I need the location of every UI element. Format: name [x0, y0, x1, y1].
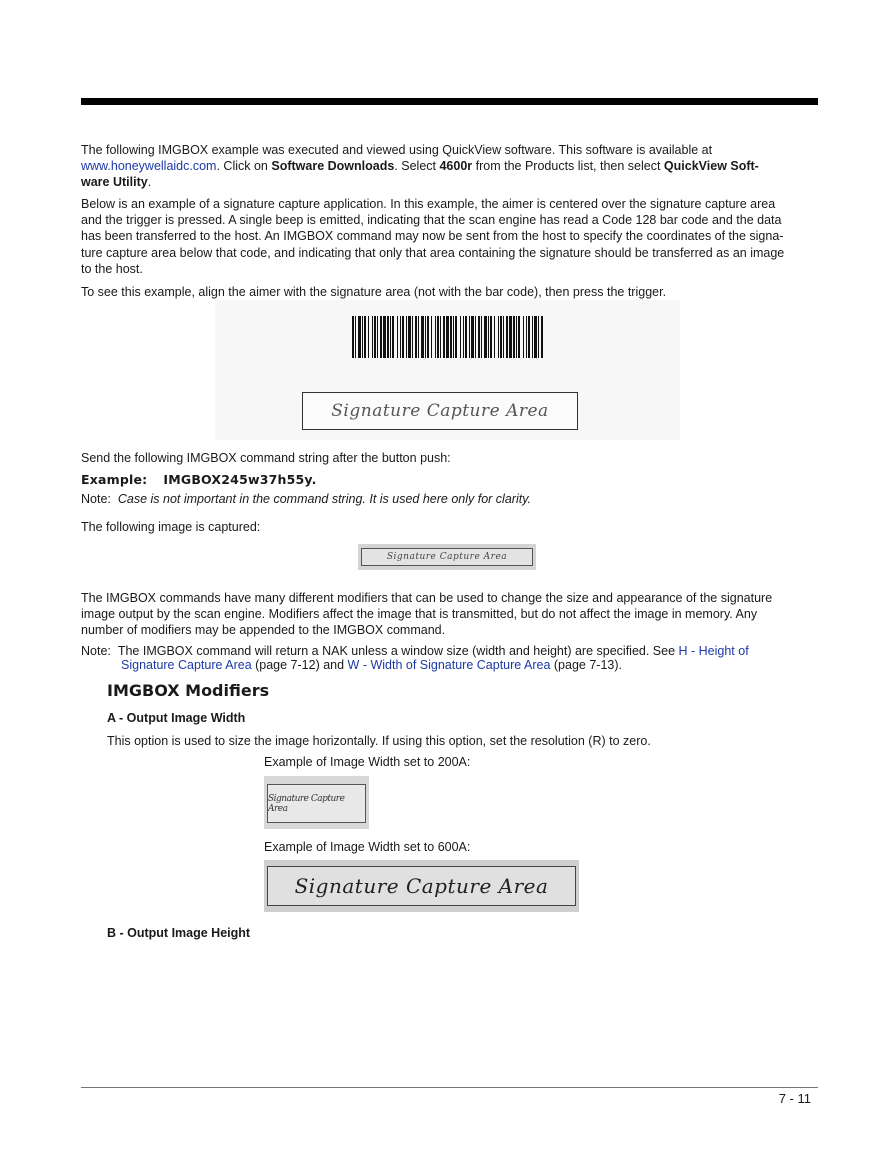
- width-link[interactable]: W - Width of Signature Capture Area: [347, 658, 551, 672]
- captured-text: The following image is captured:: [81, 520, 261, 534]
- height-link-cont[interactable]: Signature Capture Area: [121, 658, 252, 672]
- width-600-caption: Example of Image Width set to 600A:: [264, 840, 471, 854]
- footer-rule: [81, 1087, 818, 1088]
- honeywell-link[interactable]: www.honeywellaidc.com: [81, 159, 217, 174]
- aimer-instruction: To see this example, align the aimer with the signature area (not with the bar code), then press the trigger.: [81, 285, 667, 299]
- subsection-a-title: A - Output Image Width: [107, 711, 246, 725]
- height-link[interactable]: H - Height of: [678, 644, 749, 658]
- note-nak: Note: The IMGBOX command will return a NAK unless a window size (width and height) are specified. See H - Height of Signature Capture Area (page 7-12) and W - Width of Signature Capture Area (page 7-13).: [81, 644, 749, 672]
- page-number: 7 - 11: [778, 1091, 811, 1106]
- subsection-b-title: B - Output Image Height: [107, 926, 251, 940]
- header-rule: [81, 98, 818, 105]
- code128-barcode: [352, 316, 544, 358]
- subsection-a-body: This option is used to size the image horizontally. If using this option, set the resolution (R) to zero.: [107, 734, 651, 748]
- example-label: Example:: [81, 472, 148, 487]
- signature-capture-text: Signature Capture Area: [331, 401, 549, 421]
- captured-image: Signature Capture Area: [358, 544, 536, 570]
- intro-paragraph: The following IMGBOX example was executed and viewed using QuickView software. This software is available at www.honeywellaidc.com. Click on Software Downloads. Select 4600r from the Products list, then select QuickView Soft- ware Utility.: [81, 143, 759, 190]
- intro-line1: The following IMGBOX example was executed and viewed using QuickView software. This software is available at: [81, 143, 713, 157]
- modifiers-paragraph: The IMGBOX commands have many different modifiers that can be used to change the size and appearance of the signature image output by the scan engine. Modifiers affect the image that is transmitted, but do not affect the image in memory. Any number of modifiers may be appended to the IMGBOX command.: [81, 591, 773, 638]
- signature-capture-paragraph: Below is an example of a signature capture application. In this example, the aimer is centered over the signature capture area and the trigger is pressed. A single beep is emitted, indicating that the scan engine has read a Code 128 bar code and the data has been transferred to the host. An IMGBOX command may now be sent from the host to specify the coordinates of the signa- ture capture area below that code, and indicating that only that area containing the signature should be transferred as an image to the host.: [81, 197, 785, 276]
- send-command-text: Send the following IMGBOX command string after the button push:: [81, 451, 451, 465]
- example-command: IMGBOX245w37h55y.: [163, 472, 317, 487]
- note-case: Note: Case is not important in the command string. It is used here only for clarity.: [81, 492, 531, 506]
- signature-capture-box: [302, 392, 578, 430]
- width-600-image: Signature Capture Area: [264, 860, 579, 912]
- example-line: [81, 472, 317, 487]
- barcode-signature-figure: [215, 300, 680, 440]
- width-200-image: Signature Capture Area: [264, 776, 369, 829]
- software-downloads-label: Software Downloads: [271, 159, 395, 174]
- width-200-caption: Example of Image Width set to 200A:: [264, 755, 471, 769]
- section-title: IMGBOX Modifiers: [107, 681, 270, 700]
